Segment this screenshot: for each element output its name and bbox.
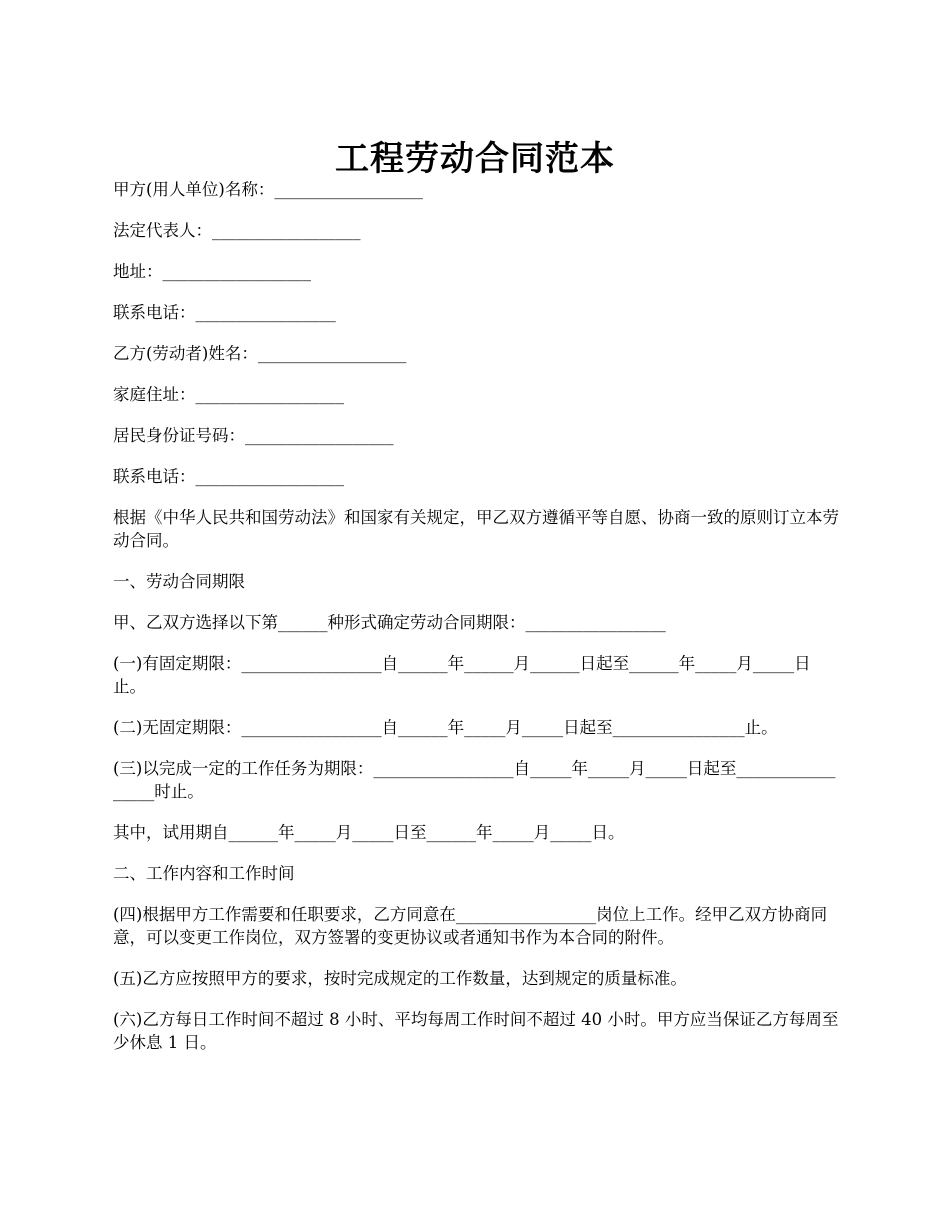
paragraph-employee-phone: 联系电话：__________________ <box>113 467 344 486</box>
paragraph-clause-5: (五)乙方应按照甲方的要求，按时完成规定的工作数量，达到规定的质量标准。 <box>113 969 687 988</box>
paragraph-term-choice: 甲、乙双方选择以下第______种形式确定劳动合同期限：_________________ <box>113 613 666 632</box>
paragraph-address: 地址：__________________ <box>113 262 311 281</box>
paragraph-employee-name: 乙方(劳动者)姓名：__________________ <box>113 344 407 363</box>
paragraph-clause-6: (六)乙方每日工作时间不超过 8 小时、平均每周工作时间不超过 40 小时。甲方应当保证乙方每周至少休息 1 日。 <box>113 1010 839 1052</box>
paragraph-probation: 其中，试用期自______年_____月_____日至______年_____月_____日。 <box>113 823 625 842</box>
section-heading-contract-term: 一、劳动合同期限 <box>113 572 245 591</box>
section-heading-work-content: 二、工作内容和工作时间 <box>113 864 295 883</box>
paragraph-preamble: 根据《中华人民共和国劳动法》和国家有关规定，甲乙双方遵循平等自愿、协商一致的原则订立本劳动合同。 <box>113 508 839 550</box>
paragraph-open-term: (二)无固定期限：_________________自______年_____月_____日起至________________止。 <box>113 718 778 737</box>
paragraph-task-term: (三)以完成一定的工作任务为期限：_________________自_____年_____月_____日起至_________________时止。 <box>113 759 836 801</box>
paragraph-legal-representative: 法定代表人：__________________ <box>113 221 361 240</box>
paragraph-employer-name: 甲方(用人单位)名称：__________________ <box>113 180 423 199</box>
paragraph-home-address: 家庭住址：__________________ <box>113 385 344 404</box>
paragraph-clause-4: (四)根据甲方工作需要和任职要求，乙方同意在_________________岗位上工作。经甲乙双方协商同意，可以变更工作岗位，双方签署的变更协议或者通知书作为本合同的附件。 <box>113 905 828 947</box>
paragraph-employer-phone: 联系电话：_________________ <box>113 303 336 322</box>
document-title: 工程劳动合同范本 <box>335 138 615 179</box>
document-body <box>113 178 839 1072</box>
paragraph-id-number: 居民身份证号码：__________________ <box>113 426 394 445</box>
paragraph-fixed-term: (一)有固定期限：_________________自______年______月______日起至______年_____月_____日止。 <box>113 654 811 696</box>
